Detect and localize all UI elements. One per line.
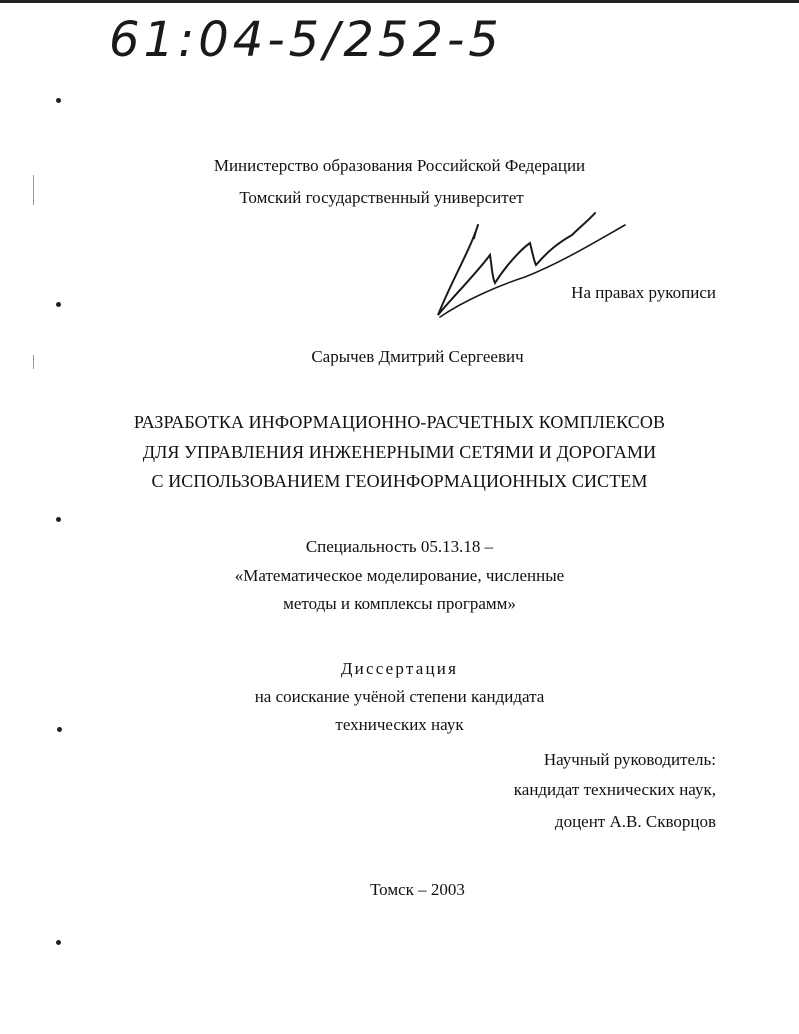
scan-speck xyxy=(56,98,61,103)
title-line-1: РАЗРАБОТКА ИНФОРМАЦИОННО-РАСЧЕТНЫХ КОМПЛЕКСОВ xyxy=(133,412,666,432)
supervisor-line-1: Научный руководитель: xyxy=(543,750,716,769)
place-and-year: Томск – 2003 xyxy=(370,880,465,899)
supervisor-line-2: кандидат технических наук, xyxy=(513,780,716,799)
supervisor-line-3: доцент А.В. Скворцов xyxy=(554,812,716,831)
degree-line-2: технических наук xyxy=(335,715,464,734)
degree-line-1: на соискание учёной степени кандидата xyxy=(254,687,545,706)
ministry-line: Министерство образования Российской Федерации xyxy=(213,156,586,175)
degree-heading: Диссертация xyxy=(340,659,459,678)
university-line: Томский государственный университет xyxy=(239,188,524,207)
specialty-line-1: Специальность 05.13.18 – xyxy=(305,537,494,556)
catalog-mark-text: 61:04-5/252-5 xyxy=(109,12,503,68)
specialty-line-3: методы и комплексы программ» xyxy=(283,594,516,613)
handwritten-catalog-mark xyxy=(105,10,525,70)
title-line-2: ДЛЯ УПРАВЛЕНИЯ ИНЖЕНЕРНЫМИ СЕТЯМИ И ДОРОГАМИ xyxy=(142,442,657,462)
scan-speck xyxy=(56,517,61,522)
handwritten-signature xyxy=(430,205,630,330)
scan-speck xyxy=(56,940,61,945)
specialty-line-2: «Математическое моделирование, численные xyxy=(234,566,565,585)
title-line-3: С ИСПОЛЬЗОВАНИЕМ ГЕОИНФОРМАЦИОННЫХ СИСТЕМ xyxy=(151,471,648,491)
scan-top-edge xyxy=(0,0,799,3)
manuscript-note: На правах рукописи xyxy=(571,283,716,302)
author-name: Сарычев Дмитрий Сергеевич xyxy=(311,347,524,366)
